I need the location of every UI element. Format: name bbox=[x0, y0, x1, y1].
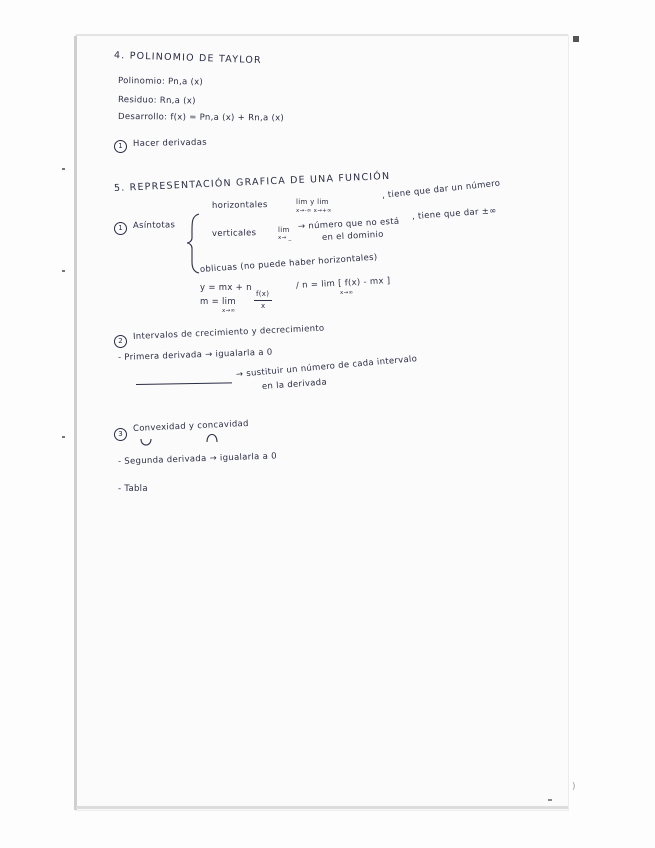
asintota-oblicua-n-subscript: x→∞ bbox=[340, 290, 354, 296]
paper-left-edge bbox=[74, 36, 77, 810]
convex-cup-icon bbox=[140, 438, 152, 448]
asintota-horizontal-subscripts: x→-∞ x→+∞ bbox=[296, 208, 332, 214]
asintota-oblicua-equation: y = mx + n bbox=[200, 283, 252, 293]
asintota-vertical-note-2: , tiene que dar ±∞ bbox=[411, 206, 497, 222]
asintota-vertical-subscript: x→ _ bbox=[278, 235, 292, 241]
hacer-derivadas-item: Hacer derivadas bbox=[132, 137, 208, 149]
fraction-bar bbox=[254, 300, 272, 301]
segunda-derivada-line: - Segunda derivada → igualarla a 0 bbox=[117, 451, 278, 467]
scan-corner-mark bbox=[573, 36, 579, 42]
asintotas-heading: Asíntotas bbox=[132, 220, 176, 231]
tabla-line: - Tabla bbox=[118, 484, 148, 494]
convexidad-heading: Convexidad y concavidad bbox=[132, 418, 250, 434]
concave-cap-icon bbox=[206, 431, 218, 443]
margin-tick bbox=[62, 270, 65, 272]
brace-icon bbox=[186, 212, 200, 274]
item-number: 2 bbox=[114, 335, 127, 348]
primera-derivada-line: - Primera derivada → igualarla a 0 bbox=[117, 347, 273, 363]
item-number: 1 bbox=[114, 140, 127, 153]
crecimiento-heading: Intervalos de crecimiento y decrecimiento bbox=[132, 323, 325, 342]
item-number: 1 bbox=[114, 222, 127, 235]
polinomio-line: Polinomio: Pn,a (x) bbox=[117, 76, 204, 88]
asintota-vertical-note: → número que no está bbox=[297, 216, 400, 232]
section-5-title: 5. REPRESENTACIÓN GRAFICA DE UNA FUNCIÓN bbox=[113, 170, 391, 194]
item-number: 3 bbox=[114, 428, 127, 441]
section-4-title: 4. POLINOMIO DE TAYLOR bbox=[113, 50, 262, 67]
asintota-oblicua-m: m = lim bbox=[200, 297, 236, 307]
asintota-vertical-label: verticales bbox=[211, 228, 257, 239]
desarrollo-line: Desarrollo: f(x) = Pn,a (x) + Rn,a (x) bbox=[117, 112, 285, 124]
asintota-horizontal-label: horizontales bbox=[211, 200, 268, 211]
asintota-oblicua-fraction-numerator: f(x) bbox=[256, 290, 270, 298]
paper-bottom-edge bbox=[76, 806, 568, 809]
page-mark: ) bbox=[572, 782, 576, 792]
asintota-oblicua-fraction-denominator: x bbox=[261, 302, 266, 310]
asintota-horizontal-note: , tiene que dar un número bbox=[381, 178, 501, 201]
paper-top-edge bbox=[76, 34, 568, 36]
scan-smudge bbox=[548, 799, 552, 801]
asintota-horizontal-limits: lim y lim bbox=[296, 198, 329, 206]
asintota-oblicua-n: / n = lim [ f(x) - mx ] bbox=[295, 276, 391, 291]
asintota-oblicua-m-subscript: x→∞ bbox=[222, 308, 236, 314]
asintota-vertical-limit: lim bbox=[278, 226, 290, 234]
sustituir-line-2: en la derivada bbox=[261, 377, 328, 392]
sustituir-line: → sustituir un número de cada intervalo bbox=[235, 354, 418, 380]
asintota-oblicua-label: oblicuas (no puede haber horizontales) bbox=[199, 252, 378, 275]
margin-tick bbox=[62, 168, 65, 170]
asintota-vertical-note-3: en el dominio bbox=[321, 229, 384, 243]
margin-tick bbox=[62, 436, 65, 438]
residuo-line: Residuo: Rn,a (x) bbox=[117, 95, 196, 107]
